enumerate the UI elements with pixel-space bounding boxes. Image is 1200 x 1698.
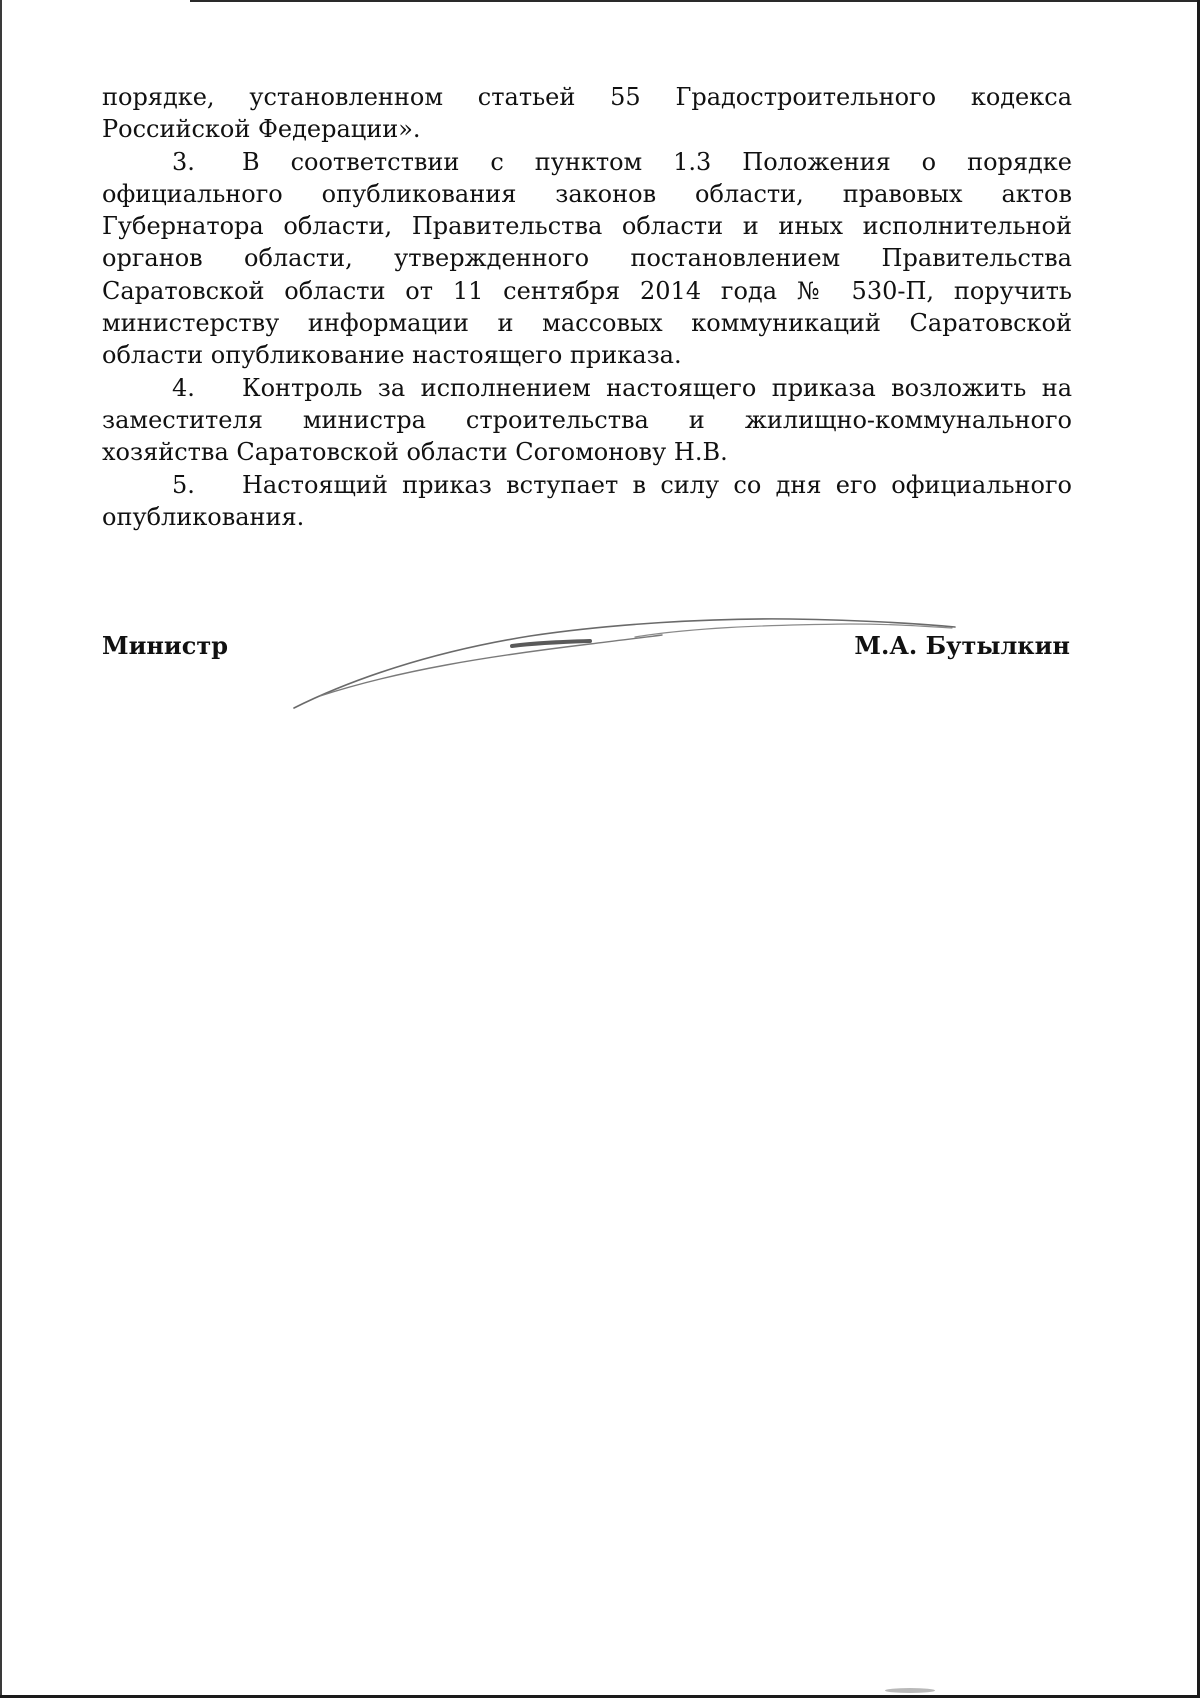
paragraph-text: Контроль за исполнением настоящего приказа возложить на заместителя министра строительства и жилищно-коммунального хозяйства Саратовской области Согомонову Н.В. xyxy=(102,373,1072,467)
signatory-title: Министр xyxy=(102,631,228,660)
scan-border-left xyxy=(0,0,2,1698)
paragraph-item-5 xyxy=(102,469,1072,534)
paragraph-text: Настоящий приказ вступает в силу со дня его официального опубликования. xyxy=(102,470,1072,531)
paragraph-item-3 xyxy=(102,146,1072,372)
scan-border-top xyxy=(190,0,1200,2)
paragraph-intro xyxy=(102,81,1072,146)
document-body xyxy=(102,81,1072,533)
paragraph-number: 5. xyxy=(172,470,195,499)
signature-block xyxy=(102,630,1070,690)
paragraph-number: 3. xyxy=(172,147,195,176)
paragraph-number: 4. xyxy=(172,373,195,402)
paragraph-text: порядке, установленном статьей 55 Градостроительного кодекса Российской Федерации». xyxy=(102,83,1072,144)
signatory-name: М.А. Бутылкин xyxy=(854,631,1070,660)
scan-speck xyxy=(885,1688,935,1693)
paragraph-item-4 xyxy=(102,372,1072,469)
paragraph-text: В соответствии с пунктом 1.3 Положения о порядке официального опубликования законов области, правовых актов Губернатора области, Правительства области и иных исполнительной органов области, утвержденного постановлением Правительства Саратовской области от 11 сентября 2014 года № 530-П, поручить министерству информации и массовых коммуникаций Саратовской области опубликование настоящего приказа. xyxy=(102,147,1072,370)
